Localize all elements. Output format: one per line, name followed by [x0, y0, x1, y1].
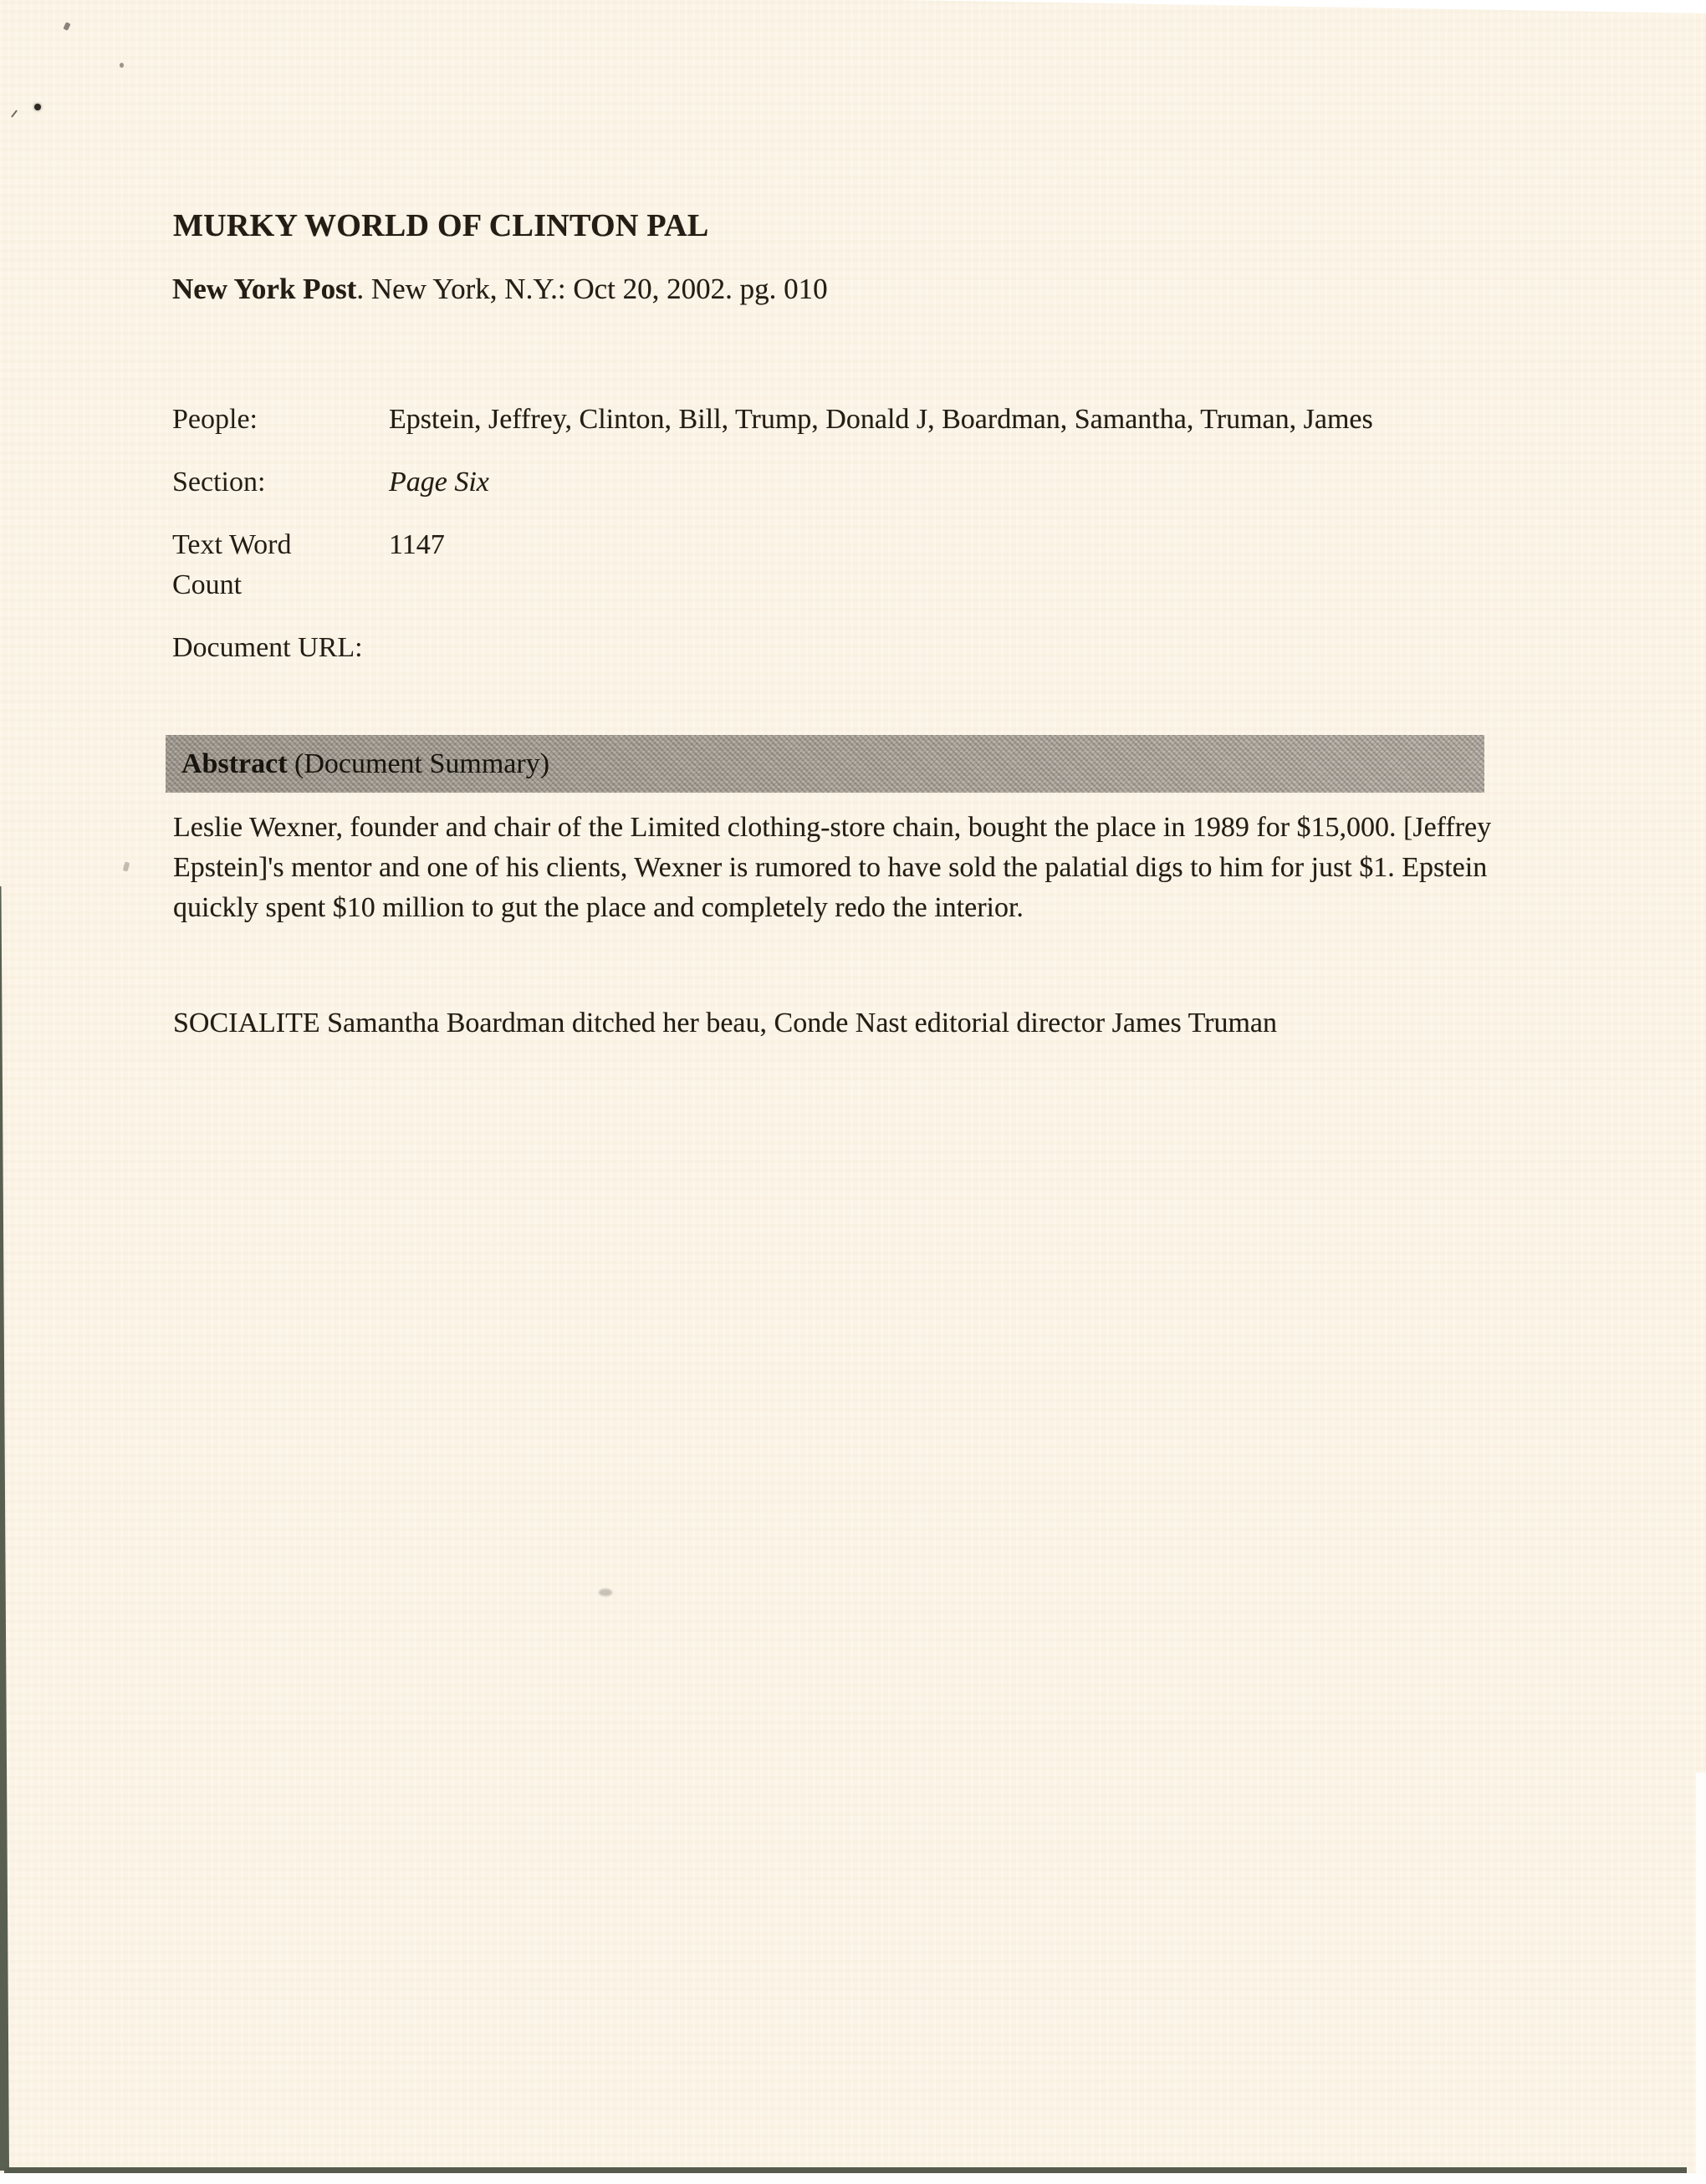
metadata-label: Text Word Count — [172, 529, 292, 600]
scan-edge-bottom-margin — [0, 2173, 1706, 2184]
abstract-paragraph-2: SOCIALITE Samantha Boardman ditched her beau, Conde Nast editorial director James Truman — [173, 1008, 1278, 1038]
scan-speck — [123, 861, 130, 871]
scan-speck — [63, 22, 70, 31]
metadata-value-word-count: 1147 — [389, 529, 445, 560]
abstract-heading-bold: Abstract — [181, 748, 288, 779]
citation-line — [172, 269, 828, 309]
scan-speck — [34, 104, 41, 110]
metadata-table — [172, 400, 1611, 691]
abstract-paragraph-1: Leslie Wexner, founder and chair of the Limited clothing-store chain, bought the place in 1989 for $15,000. [Jeffrey Epstein]'s mentor and one of his clients, Wexner is rumored to have sold the palatial digs to him for just $1. Epstein quickly spent $10 million to gut the place and completely redo the interior. — [173, 812, 1492, 923]
metadata-value-document-url — [389, 628, 1611, 668]
metadata-value-section: Page Six — [389, 467, 489, 498]
scan-edge-right-margin — [1696, 1773, 1706, 2174]
scan-edge-left-shadow — [0, 886, 10, 2171]
scan-speck — [599, 1589, 612, 1596]
metadata-value-people: Epstein, Jeffrey, Clinton, Bill, Trump, Donald J, Boardman, Samantha, Truman, James — [389, 404, 1373, 435]
metadata-label: Section: — [172, 467, 266, 498]
metadata-row-document-url — [172, 628, 1611, 668]
citation-source: New York Post — [172, 273, 357, 305]
metadata-row-word-count — [172, 525, 1611, 605]
scan-speck — [11, 110, 18, 117]
abstract-section-header — [166, 735, 1484, 793]
article-title: MURKY WORLD OF CLINTON PAL — [173, 208, 709, 243]
metadata-label: Document URL: — [172, 632, 363, 663]
metadata-row-people — [172, 400, 1611, 440]
scan-speck — [120, 63, 124, 68]
metadata-label: People: — [172, 404, 258, 435]
metadata-row-section — [172, 462, 1611, 503]
abstract-heading-rest: (Document Summary) — [287, 748, 550, 779]
scan-edge-bottom-shadow — [4, 2167, 1687, 2173]
citation-detail: . New York, N.Y.: Oct 20, 2002. pg. 010 — [356, 273, 828, 305]
scan-edge-top-margin — [903, 0, 1706, 13]
